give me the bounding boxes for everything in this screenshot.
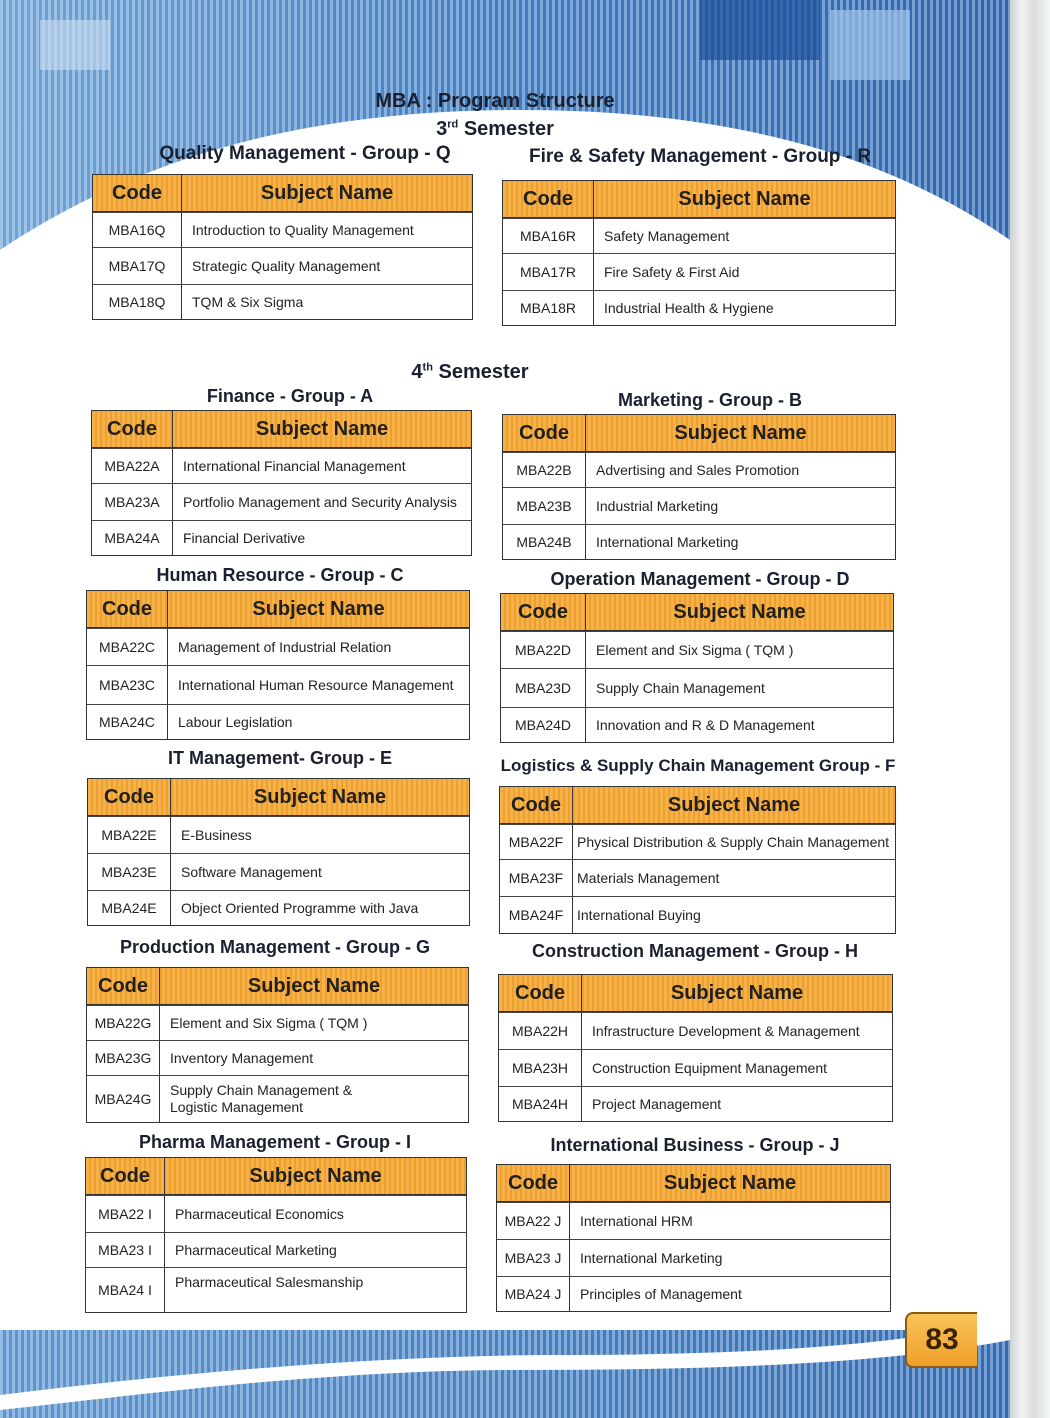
table-header [501,594,893,631]
group-a-table [91,410,472,556]
subject-name: Innovation and R & D Management [596,716,815,733]
semester-3-heading [395,118,595,141]
group-e-table [87,778,470,926]
table-row [497,1276,890,1311]
book-page-edge [1010,0,1050,1418]
group-d-table [500,593,894,743]
table-row [92,483,471,520]
subject-name-header: Subject Name [678,187,811,210]
page-title: MBA : Program Structure [375,90,615,112]
subject-name: International Financial Management [183,457,406,474]
table-row [501,631,893,668]
table-row [503,290,895,325]
subject-name: International Human Resource Management [178,676,454,693]
table-row [500,896,895,933]
group-h-title: Construction Management - Group - H [532,941,858,961]
subject-name: Pharmaceutical Marketing [175,1241,337,1258]
subject-code: MBA24B [503,525,586,559]
table-row [500,824,895,859]
subject-code: MBA16R [503,219,594,253]
subject-code: MBA23 J [497,1240,570,1276]
subject-code: MBA23H [499,1050,582,1086]
table-row [503,487,895,524]
group-c-title: Human Resource - Group - C [156,565,404,585]
subject-name: Construction Equipment Management [592,1059,828,1076]
subject-name: Element and Six Sigma ( TQM ) [170,1014,368,1031]
subject-code: MBA18Q [93,285,182,319]
group-r-title: Fire & Safety Management - Group - R [528,146,872,167]
subject-name: Supply Chain Management & Logistic Management [170,1082,353,1115]
subject-name: International Marketing [580,1249,723,1266]
subject-name: Financial Derivative [183,529,306,546]
subject-name: International Marketing [596,533,739,550]
subject-name-header: Subject Name [673,600,806,623]
subject-name: Advertising and Sales Promotion [596,461,800,478]
subject-code: MBA24G [87,1076,160,1122]
table-header [87,591,469,628]
subject-name: Principles of Management [580,1285,742,1302]
code-header: Code [500,787,573,823]
code-header: Code [499,975,582,1011]
table-row [86,1195,466,1232]
table-row [87,1075,468,1122]
table-row [87,1040,468,1075]
subject-name-header: Subject Name [252,597,385,620]
table-row [87,665,469,704]
code-header: Code [88,779,171,815]
table-header [503,415,895,452]
subject-code: MBA23C [87,666,168,704]
subject-code: MBA22F [500,825,573,859]
subject-code: MBA17Q [93,248,182,284]
subject-code: MBA24 J [497,1277,570,1311]
subject-name: Management of Industrial Relation [178,638,392,655]
subject-name: Pharmaceutical Economics [175,1205,344,1222]
subject-name: Inventory Management [170,1049,314,1066]
semester-3-word: Semester [463,118,554,140]
subject-name: International HRM [580,1212,693,1229]
semester-4-number: 4 [411,361,423,383]
semester-4-suffix: th [422,361,433,374]
subject-code: MBA18R [503,291,594,325]
subject-name: Labour Legislation [178,713,293,730]
subject-name-header: Subject Name [674,421,807,444]
subject-name: Supply Chain Management [596,679,765,696]
table-row [501,707,893,742]
subject-name: Infrastructure Development & Management [592,1022,860,1039]
subject-code: MBA22B [503,453,586,487]
table-row [88,816,469,853]
subject-name: Software Management [181,863,322,880]
table-header [503,181,895,218]
group-q-title: Quality Management - Group - Q [159,143,451,164]
table-row [503,452,895,487]
group-i-table [85,1157,467,1313]
subject-name: Physical Distribution & Supply Chain Management [577,833,890,850]
group-d-title: Operation Management - Group - D [550,569,850,589]
subject-name: Materials Management [577,869,720,886]
subject-code: MBA24 I [86,1268,165,1312]
subject-name: Introduction to Quality Management [192,221,414,238]
subject-name: Pharmaceutical Salesmanship [175,1274,364,1290]
semester-4-word: Semester [438,361,529,383]
table-header [500,787,895,824]
table-row [497,1239,890,1276]
table-row [92,520,471,555]
subject-code: MBA24A [92,521,173,555]
subject-code: MBA22H [499,1013,582,1049]
subject-code: MBA24E [88,891,171,925]
subject-code: MBA22D [501,632,586,668]
table-row [87,1005,468,1040]
subject-code: MBA23 I [86,1233,165,1267]
table-header [92,411,471,448]
table-header [87,968,468,1005]
table-row [93,212,472,247]
group-j-title: International Business - Group - J [550,1135,840,1155]
code-header: Code [87,968,160,1004]
subject-code: MBA24D [501,708,586,742]
subject-name: Portfolio Management and Security Analysis [183,493,457,510]
table-row [503,524,895,559]
code-header: Code [501,594,586,630]
page-number: 83 [905,1312,977,1368]
table-row [499,1086,892,1121]
semester-3-number: 3 [436,118,448,140]
subject-code: MBA17R [503,254,594,290]
subject-code: MBA23D [501,669,586,707]
table-row [86,1267,466,1312]
group-j-table [496,1164,891,1312]
subject-name-header: Subject Name [670,981,804,1004]
subject-code: MBA23F [500,860,573,896]
table-row [497,1202,890,1239]
subject-name: International Buying [577,906,701,923]
subject-name: Fire Safety & First Aid [604,263,740,280]
subject-code: MBA22G [87,1006,160,1040]
table-row [500,859,895,896]
group-f-title: Logistics & Supply Chain Management Group - F [500,756,896,775]
group-f-table [499,786,896,934]
subject-name-header: Subject Name [260,181,394,204]
subject-name: E-Business [181,826,252,843]
subject-code: MBA22C [87,629,168,665]
subject-code: MBA23G [87,1041,160,1075]
subject-code: MBA22E [88,817,171,853]
code-header: Code [92,411,173,447]
group-c-table [86,590,470,740]
subject-code: MBA23B [503,488,586,524]
semester-3-suffix: rd [447,118,459,131]
code-header: Code [503,181,594,217]
code-header: Code [93,175,182,211]
subject-code: MBA22 I [86,1196,165,1232]
subject-name: Strategic Quality Management [192,257,381,274]
group-e-title: IT Management- Group - E [167,748,392,768]
group-q-table [92,174,473,320]
subject-name: Industrial Marketing [596,497,719,514]
table-row [499,1012,892,1049]
semester-4-heading [370,361,570,384]
subject-code: MBA22A [92,449,173,483]
table-row [501,668,893,707]
group-h-table [498,974,893,1122]
subject-name: Element and Six Sigma ( TQM ) [596,641,794,658]
group-b-table [502,414,896,560]
group-g-table [86,967,469,1123]
table-row [87,628,469,665]
table-header [86,1158,466,1195]
subject-name: Project Management [592,1095,722,1112]
table-row [92,448,471,483]
subject-name-header: Subject Name [247,974,381,997]
group-a-title: Finance - Group - A [206,386,374,406]
table-row [88,890,469,925]
table-row [87,704,469,739]
code-header: Code [87,591,168,627]
table-row [93,284,472,319]
subject-name: Safety Management [604,227,730,244]
subject-name: Industrial Health & Hygiene [604,299,774,316]
table-row [499,1049,892,1086]
table-row [86,1232,466,1267]
subject-code: MBA22 J [497,1203,570,1239]
code-header: Code [86,1158,165,1194]
code-header: Code [503,415,586,451]
table-row [88,853,469,890]
subject-name: TQM & Six Sigma [192,293,304,310]
subject-name-header: Subject Name [253,785,387,808]
table-header [88,779,469,816]
subject-code: MBA24C [87,705,168,739]
subject-name-header: Subject Name [667,793,801,816]
subject-code: MBA23A [92,484,173,520]
subject-code: MBA24F [500,897,573,933]
subject-code: MBA24H [499,1087,582,1121]
subject-name-header: Subject Name [255,417,389,440]
table-row [503,253,895,290]
subject-code: MBA16Q [93,213,182,247]
table-header [497,1165,890,1202]
group-g-title: Production Management - Group - G [120,937,430,957]
subject-name: Object Oriented Programme with Java [181,899,419,916]
group-b-title: Marketing - Group - B [618,390,802,410]
subject-name-header: Subject Name [249,1164,382,1187]
table-row [503,218,895,253]
table-row [93,247,472,284]
table-header [499,975,892,1012]
subject-code: MBA23E [88,854,171,890]
table-header [93,175,472,212]
subject-name-header: Subject Name [663,1171,797,1194]
code-header: Code [497,1165,570,1201]
group-r-table [502,180,896,326]
group-i-title: Pharma Management - Group - I [138,1132,412,1152]
